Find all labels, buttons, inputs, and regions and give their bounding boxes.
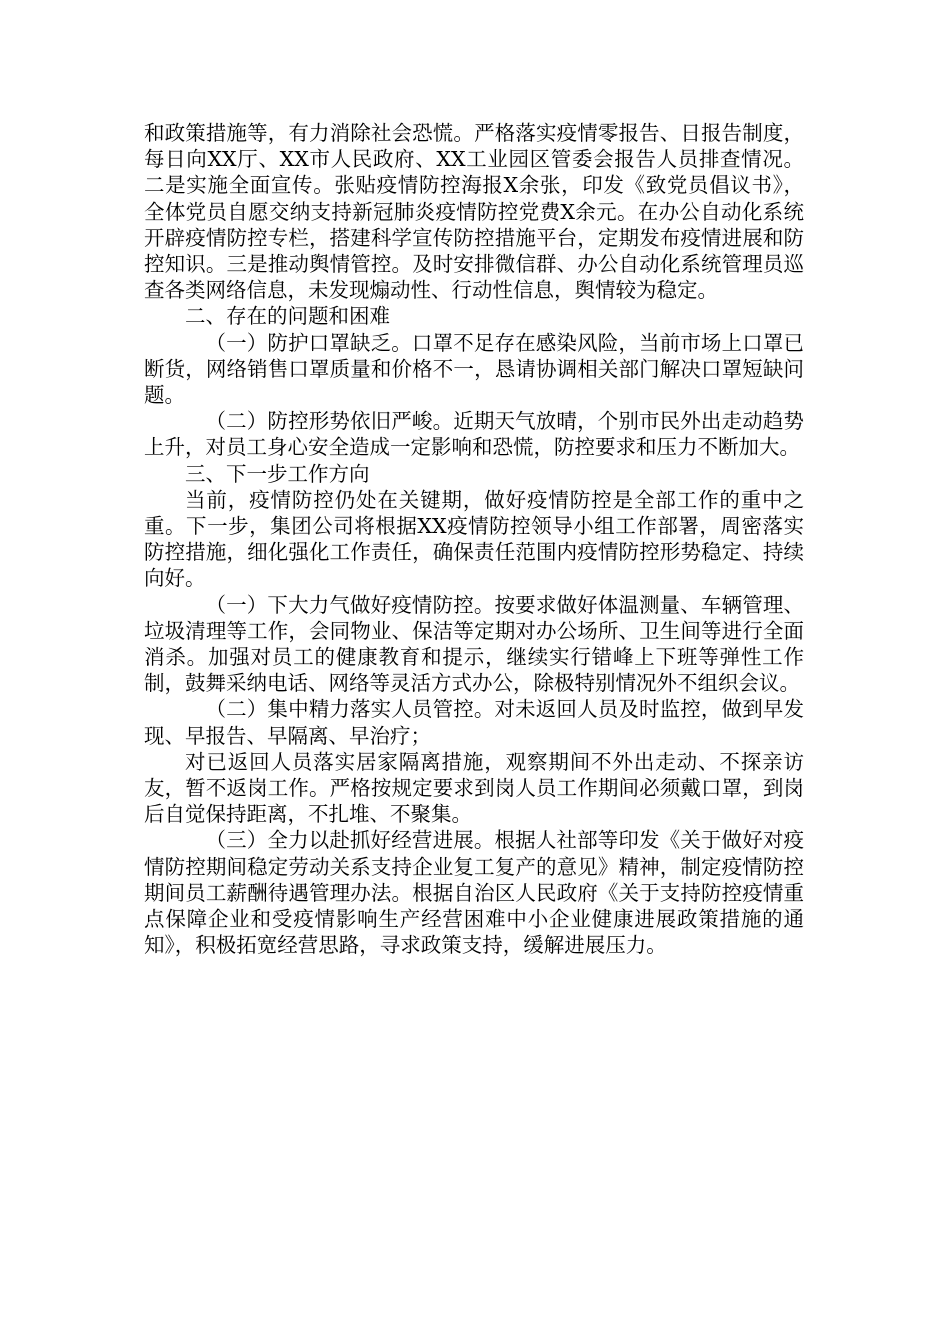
paragraph-business-progress: （三）全力以赴抓好经营进展。根据人社部等印发《关于做好对疫情防控期间稳定劳动关系支持企业复工复产的意见》精神，制定疫情防控期间员工薪酬待遇管理办法。根据自治区人民政府《关于支持防控疫情重点保障企业和受疫情影响生产经营困难中小企业健康进展政策措施的通知》，积极拓宽经营思路，寻求政策支持，缓解进展压力。 bbox=[144, 828, 804, 958]
paragraph-prevention-effort: （一）下大力气做好疫情防控。按要求做好体温测量、车辆管理、垃圾清理等工作，会同物业、保洁等定期对办公场所、卫生间等进行全面消杀。加强对员工的健康教育和提示，继续实行错峰上下班等弹性工作制，鼓舞采纳电话、网络等灵活方式办公，除极特别情况外不组织会议。 bbox=[144, 592, 804, 696]
paragraph-measures-continued: 和政策措施等，有力消除社会恐慌。严格落实疫情零报告、日报告制度，每日向XX厅、XX市人民政府、XX工业园区管委会报告人员排查情况。二是实施全面宣传。张贴疫情防控海报X余张，印发《致党员倡议书》，全体党员自愿交纳支持新冠肺炎疫情防控党费X余元。在办公自动化系统开辟疫情防控专栏，搭建科学宣传防控措施平台，定期发布疫情进展和防控知识。三是推动舆情管控。及时安排微信群、办公自动化系统管理员巡查各类网络信息，未发现煽动性、行动性信息，舆情较为稳定。 bbox=[144, 121, 804, 303]
paragraph-personnel-control: （二）集中精力落实人员管控。对未返回人员及时监控，做到早发现、早报告、早隔离、早治疗； bbox=[144, 697, 804, 748]
paragraph-mask-shortage: （一）防护口罩缺乏。口罩不足存在感染风险，当前市场上口罩已断货，网络销售口罩质量和价格不一，恳请协调相关部门解决口罩短缺问题。 bbox=[144, 330, 804, 408]
heading-next-steps: 三、下一步工作方向 bbox=[185, 461, 370, 486]
paragraph-next-steps-intro: 当前，疫情防控仍处在关键期，做好疫情防控是全部工作的重中之重。下一步，集团公司将根据XX疫情防控领导小组工作部署，周密落实防控措施，细化强化工作责任，确保责任范围内疫情防控形势稳定、持续向好。 bbox=[144, 487, 804, 591]
document-body bbox=[144, 120, 804, 959]
paragraph-severe-situation: （二）防控形势依旧严峻。近期天气放晴，个别市民外出走动趋势上升，对员工身心安全造成一定影响和恐慌，防控要求和压力不断加大。 bbox=[144, 409, 804, 460]
heading-problems: 二、存在的问题和困难 bbox=[185, 304, 390, 329]
paragraph-returned-personnel: 对已返回人员落实居家隔离措施，观察期间不外出走动、不探亲访友，暂不返岗工作。严格按规定要求到岗人员工作期间必须戴口罩，到岗后自觉保持距离，不扎堆、不聚集。 bbox=[144, 749, 804, 827]
